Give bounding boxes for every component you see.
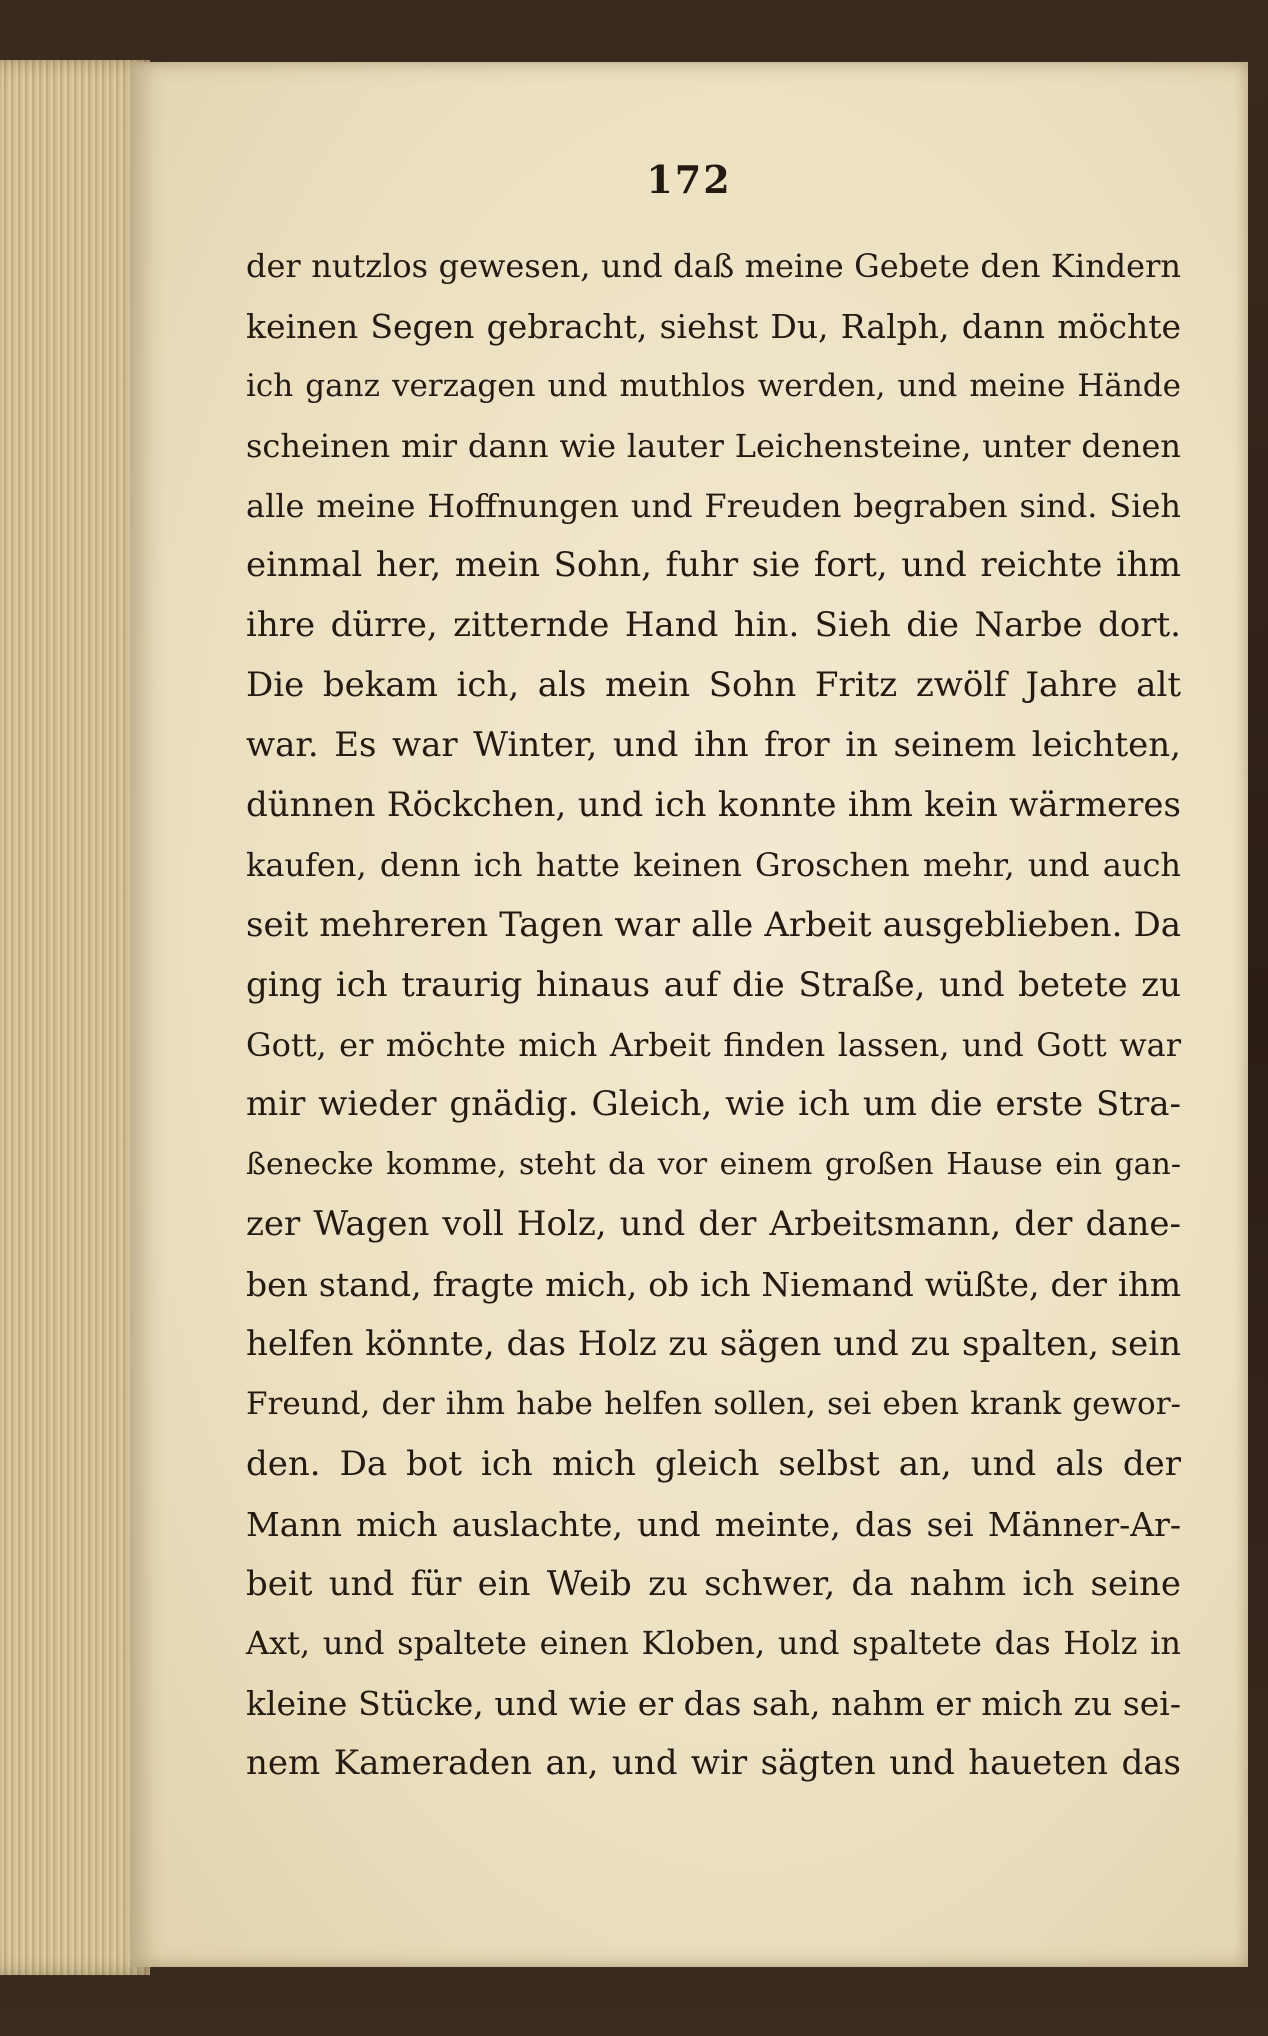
text-line: Mann mich auslachte, und meinte, das sei Männer-Ar- [246,1504,1181,1544]
text-line: keinen Segen gebracht, siehst Du, Ralph, dann möchte [246,306,1181,346]
text-line: alle meine Hoffnungen und Freuden begraben sind. Sieh [246,486,1181,525]
text-line: Die bekam ich, als mein Sohn Fritz zwölf Jahre alt [246,665,1181,706]
text-line: war. Es war Winter, und ihn fror in seinem leichten, [246,725,1181,766]
text-line: zer Wagen voll Holz, und der Arbeitsmann, der dane- [246,1204,1181,1245]
text-line: den. Da bot ich mich gleich selbst an, und als der [246,1443,1181,1484]
page-number: 172 [646,157,732,202]
book-page [130,62,1248,1967]
text-line: ich ganz verzagen und muthlos werden, und meine Hände [246,367,1181,404]
text-line: ging ich traurig hinaus auf die Straße, und betete zu [246,964,1181,1005]
text-line: der nutzlos gewesen, und daß meine Gebete den Kindern [246,247,1181,285]
text-line: dünnen Röckchen, und ich konnte ihm kein wärmeres [246,785,1181,826]
text-line: scheinen mir dann wie lauter Leichensteine, unter denen [246,426,1181,465]
text-line: nem Kameraden an, und wir sägten und haueten das [246,1743,1181,1784]
page-edges [0,60,150,1975]
text-line: Freund, der ihm habe helfen sollen, sei eben krank gewor- [246,1385,1181,1422]
text-line: kleine Stücke, und wie er das sah, nahm er mich zu sei- [246,1684,1181,1724]
text-line: seit mehreren Tagen war alle Arbeit ausgeblieben. Da [246,904,1181,945]
text-line: einmal her, mein Sohn, fuhr sie fort, und reichte ihm [246,545,1181,586]
text-line: kaufen, denn ich hatte keinen Groschen mehr, und auch [246,845,1181,884]
text-line: Gott, er möchte mich Arbeit finden lassen, und Gott war [246,1025,1181,1064]
text-line: ßenecke komme, steht da vor einem großen Hause ein gan- [246,1147,1181,1183]
text-line: helfen könnte, das Holz zu sägen und zu spalten, sein [246,1324,1181,1365]
text-line: ihre dürre, zitternde Hand hin. Sieh die Narbe dort. [246,605,1181,646]
text-line: beit und für ein Weib zu schwer, da nahm ich seine [246,1563,1181,1604]
text-line: Axt, und spaltete einen Kloben, und spaltete das Holz in [246,1624,1181,1663]
page-body [246,237,1181,1794]
text-line: mir wieder gnädig. Gleich, wie ich um die erste Stra- [246,1084,1181,1125]
text-line: ben stand, fragte mich, ob ich Niemand wüßte, der ihm [246,1265,1181,1305]
